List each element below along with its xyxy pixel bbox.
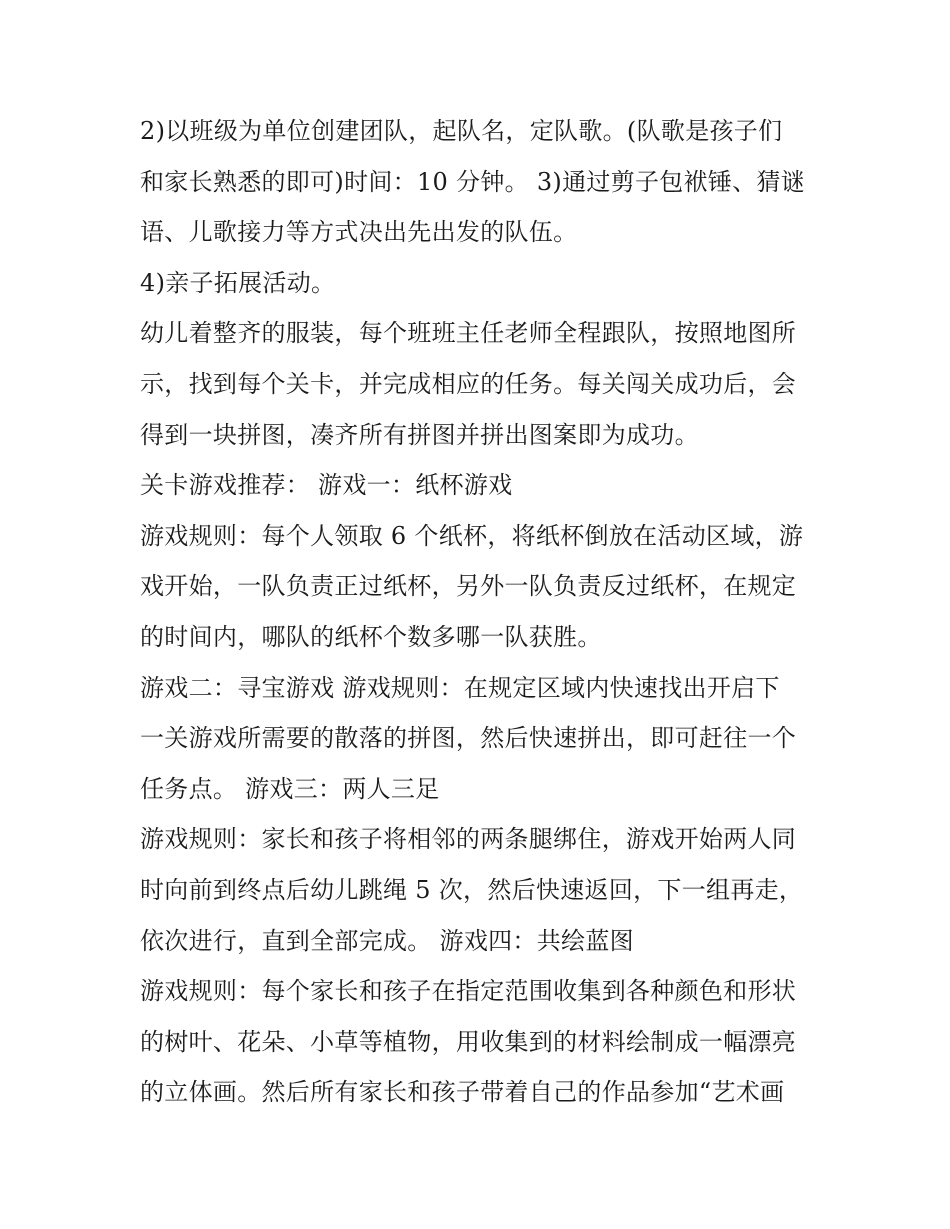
- text-line: 任务点。 游戏三：两人三足: [140, 774, 440, 803]
- text-line: 时向前到终点后幼儿跳绳 5 次，然后快速返回，下一组再走，: [140, 875, 804, 904]
- text-line: 游戏规则：每个家长和孩子在指定范围收集到各种颜色和形状: [140, 977, 797, 1006]
- text-line: 游戏二：寻宝游戏 游戏规则：在规定区域内快速找出开启下: [140, 673, 780, 702]
- text-line: 和家长熟悉的即可)时间：10 分钟。 3)通过剪子包袱锤、猜谜: [140, 167, 806, 196]
- text-line: 示，找到每个关卡，并完成相应的任务。每关闯关成功后，会: [140, 369, 797, 398]
- body-text: [140, 106, 820, 1118]
- text-line: 关卡游戏推荐： 游戏一：纸杯游戏: [140, 471, 513, 500]
- text-line: 一关游戏所需要的散落的拼图，然后快速拼出，即可赶往一个: [140, 724, 797, 753]
- text-line: 戏开始，一队负责正过纸杯，另外一队负责反过纸杯，在规定: [140, 572, 797, 601]
- text-line: 4)亲子拓展活动。: [140, 268, 336, 297]
- text-line: 的时间内，哪队的纸杯个数多哪一队获胜。: [140, 622, 602, 651]
- text-line: 得到一块拼图，凑齐所有拼图并拼出图案即为成功。: [140, 420, 699, 449]
- text-line: 2)以班级为单位创建团队，起队名，定队歌。(队歌是孩子们: [140, 117, 783, 145]
- text-line: 的树叶、花朵、小草等植物，用收集到的材料绘制成一幅漂亮: [140, 1027, 797, 1056]
- text-line: 的立体画。然后所有家长和孩子带着自己的作品参加“艺术画: [140, 1078, 785, 1107]
- text-line: 语、儿歌接力等方式决出先出发的队伍。: [140, 218, 578, 247]
- text-line: 依次进行，直到全部完成。 游戏四：共绘蓝图: [140, 926, 634, 955]
- text-line: 游戏规则：每个人领取 6 个纸杯，将纸杯倒放在活动区域，游: [140, 521, 804, 550]
- text-line: 游戏规则：家长和孩子将相邻的两条腿绑住，游戏开始两人同: [140, 825, 797, 854]
- text-line: 幼儿着整齐的服装，每个班班主任老师全程跟队，按照地图所: [140, 319, 797, 348]
